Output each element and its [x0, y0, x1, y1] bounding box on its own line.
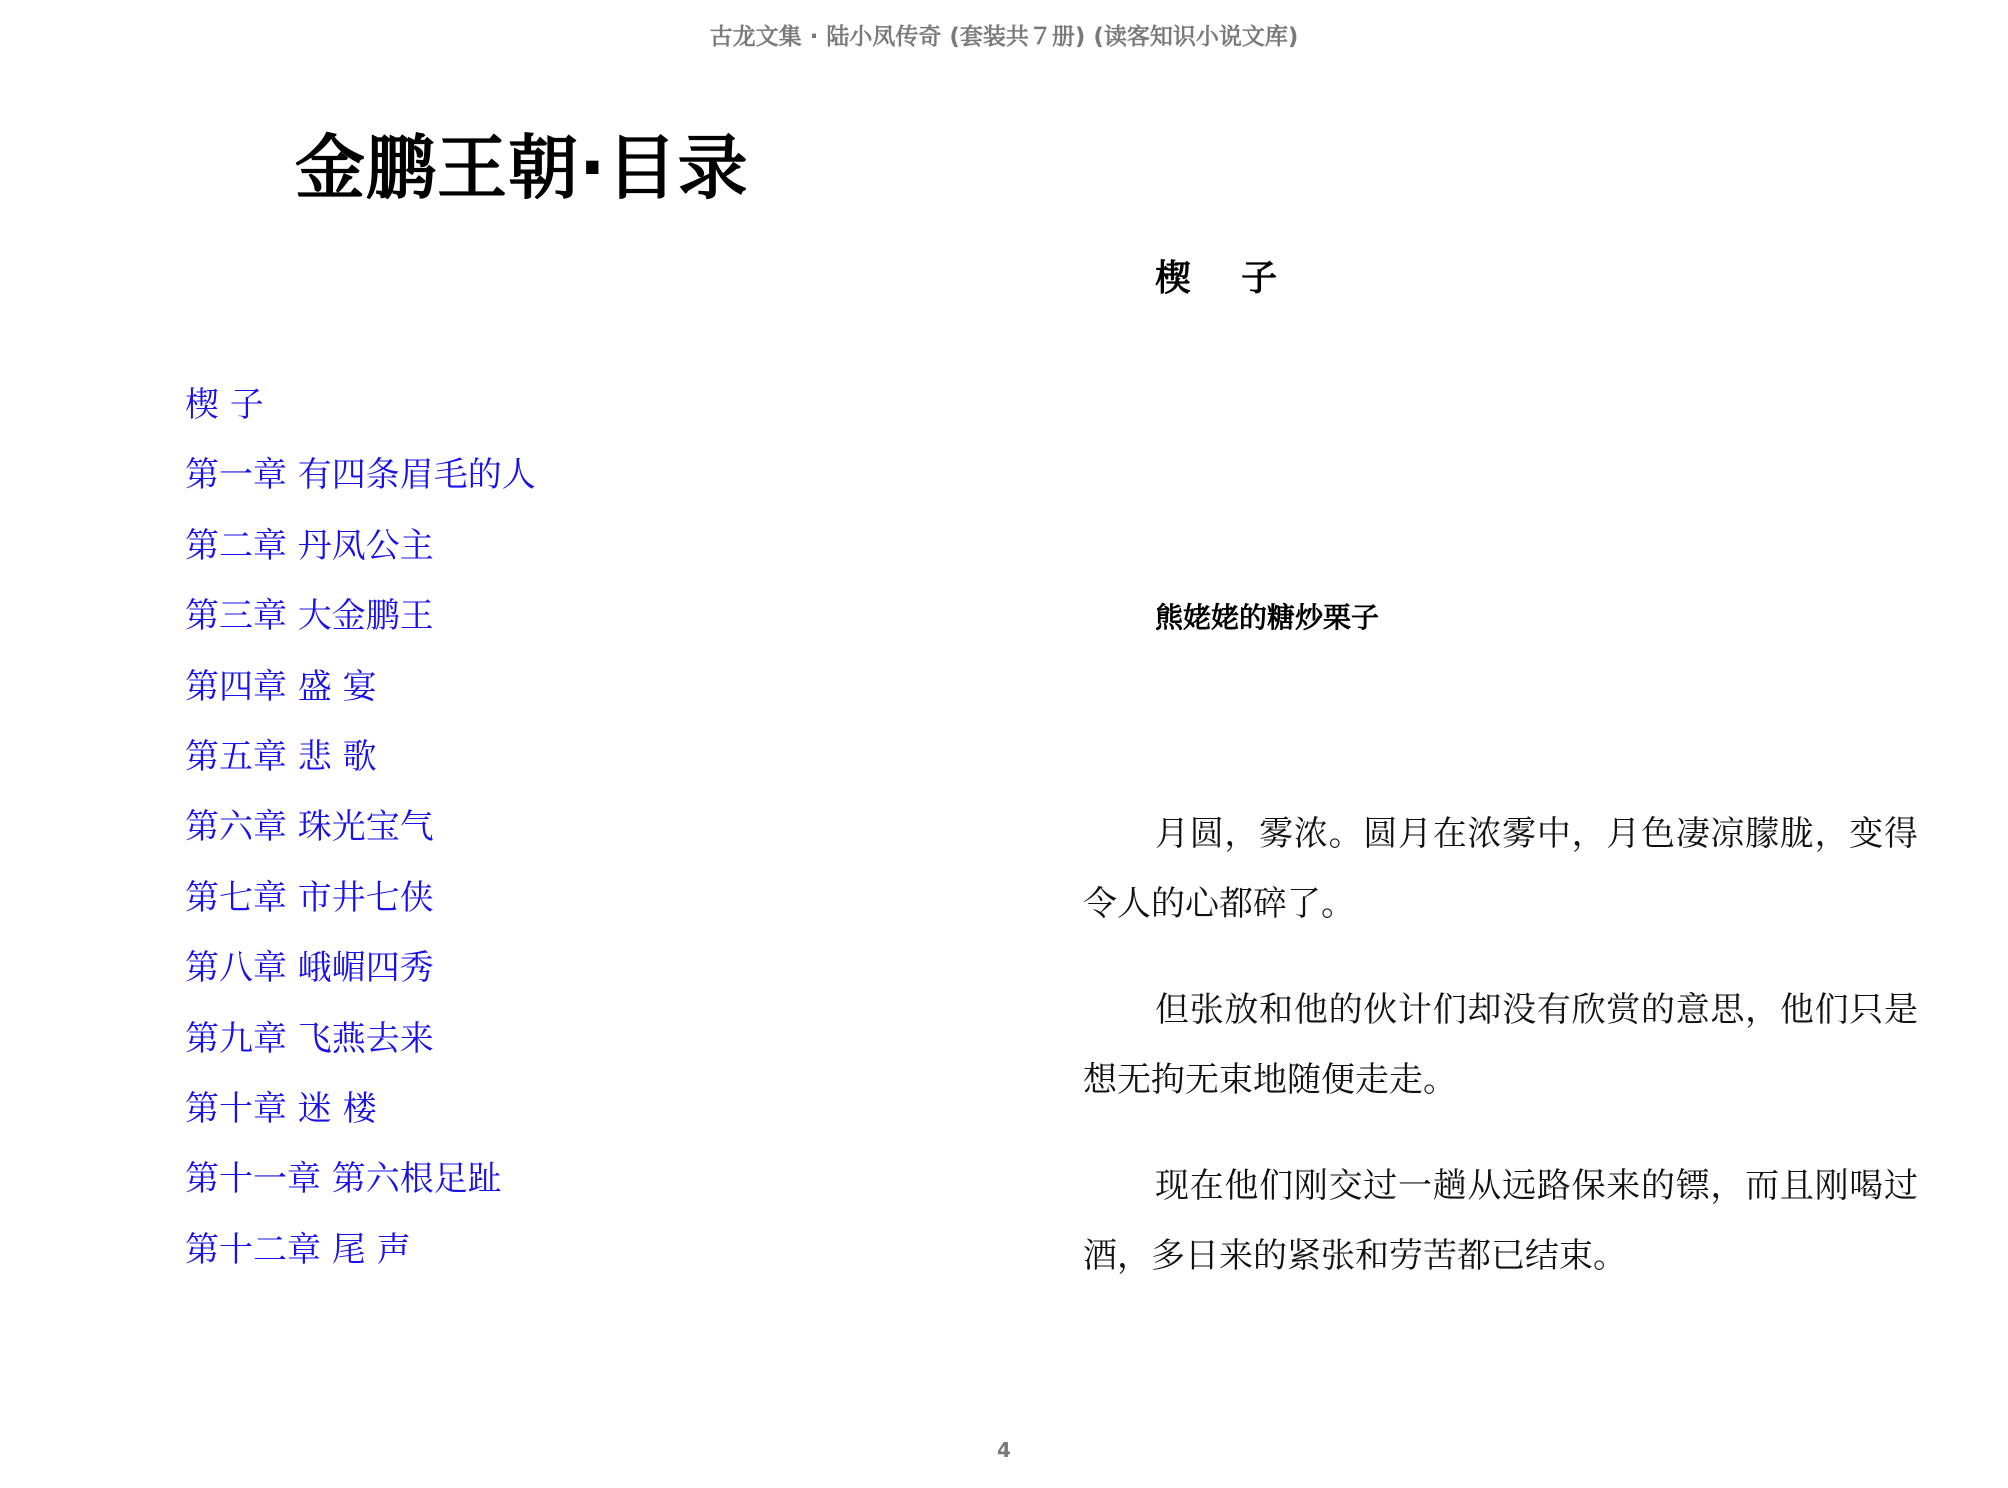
toc-link-chapter-6[interactable]: 第六章 珠光宝气 [185, 807, 434, 848]
section-subtitle: 熊姥姥的糖炒栗子 [1155, 601, 1380, 634]
toc-link-chapter-4[interactable]: 第四章 盛 宴 [185, 666, 377, 707]
table-of-contents [185, 383, 536, 1298]
toc-link-chapter-10[interactable]: 第十章 迷 楼 [185, 1088, 377, 1129]
toc-link-chapter-9[interactable]: 第九章 飞燕去来 [185, 1018, 434, 1059]
toc-link-chapter-1[interactable]: 第一章 有四条眉毛的人 [185, 455, 536, 496]
toc-link-chapter-5[interactable]: 第五章 悲 歌 [185, 736, 377, 777]
body-paragraph: 月圆，雾浓。圆月在浓雾中，月色凄凉朦胧，变得令人的心都碎了。 [1083, 814, 1918, 924]
body-paragraph: 现在他们刚交过一趟从远路保来的镖，而且刚喝过酒，多日来的紧张和劳苦都已结束。 [1083, 1166, 1918, 1276]
running-header-title: 古龙文集 · 陆小凤传奇 (套装共７册) (读客知识小说文库) [709, 24, 1299, 50]
toc-link-chapter-7[interactable]: 第七章 市井七侠 [185, 877, 434, 918]
toc-link-chapter-12[interactable]: 第十二章 尾 声 [185, 1229, 411, 1270]
page-title: 金鹏王朝·目录 [295, 127, 749, 209]
toc-link-chapter-8[interactable]: 第八章 峨嵋四秀 [185, 948, 434, 989]
body-paragraph: 但张放和他的伙计们却没有欣赏的意思，他们只是想无拘无束地随便走走。 [1083, 990, 1918, 1100]
section-heading: 楔 子 [1155, 258, 1278, 299]
toc-link-chapter-11[interactable]: 第十一章 第六根足趾 [185, 1159, 502, 1200]
toc-link-chapter-3[interactable]: 第三章 大金鹏王 [185, 596, 434, 637]
page-number: 4 [997, 1438, 1011, 1462]
toc-link-chapter-2[interactable]: 第二章 丹凤公主 [185, 525, 434, 566]
toc-link-prologue[interactable]: 楔 子 [185, 385, 264, 425]
